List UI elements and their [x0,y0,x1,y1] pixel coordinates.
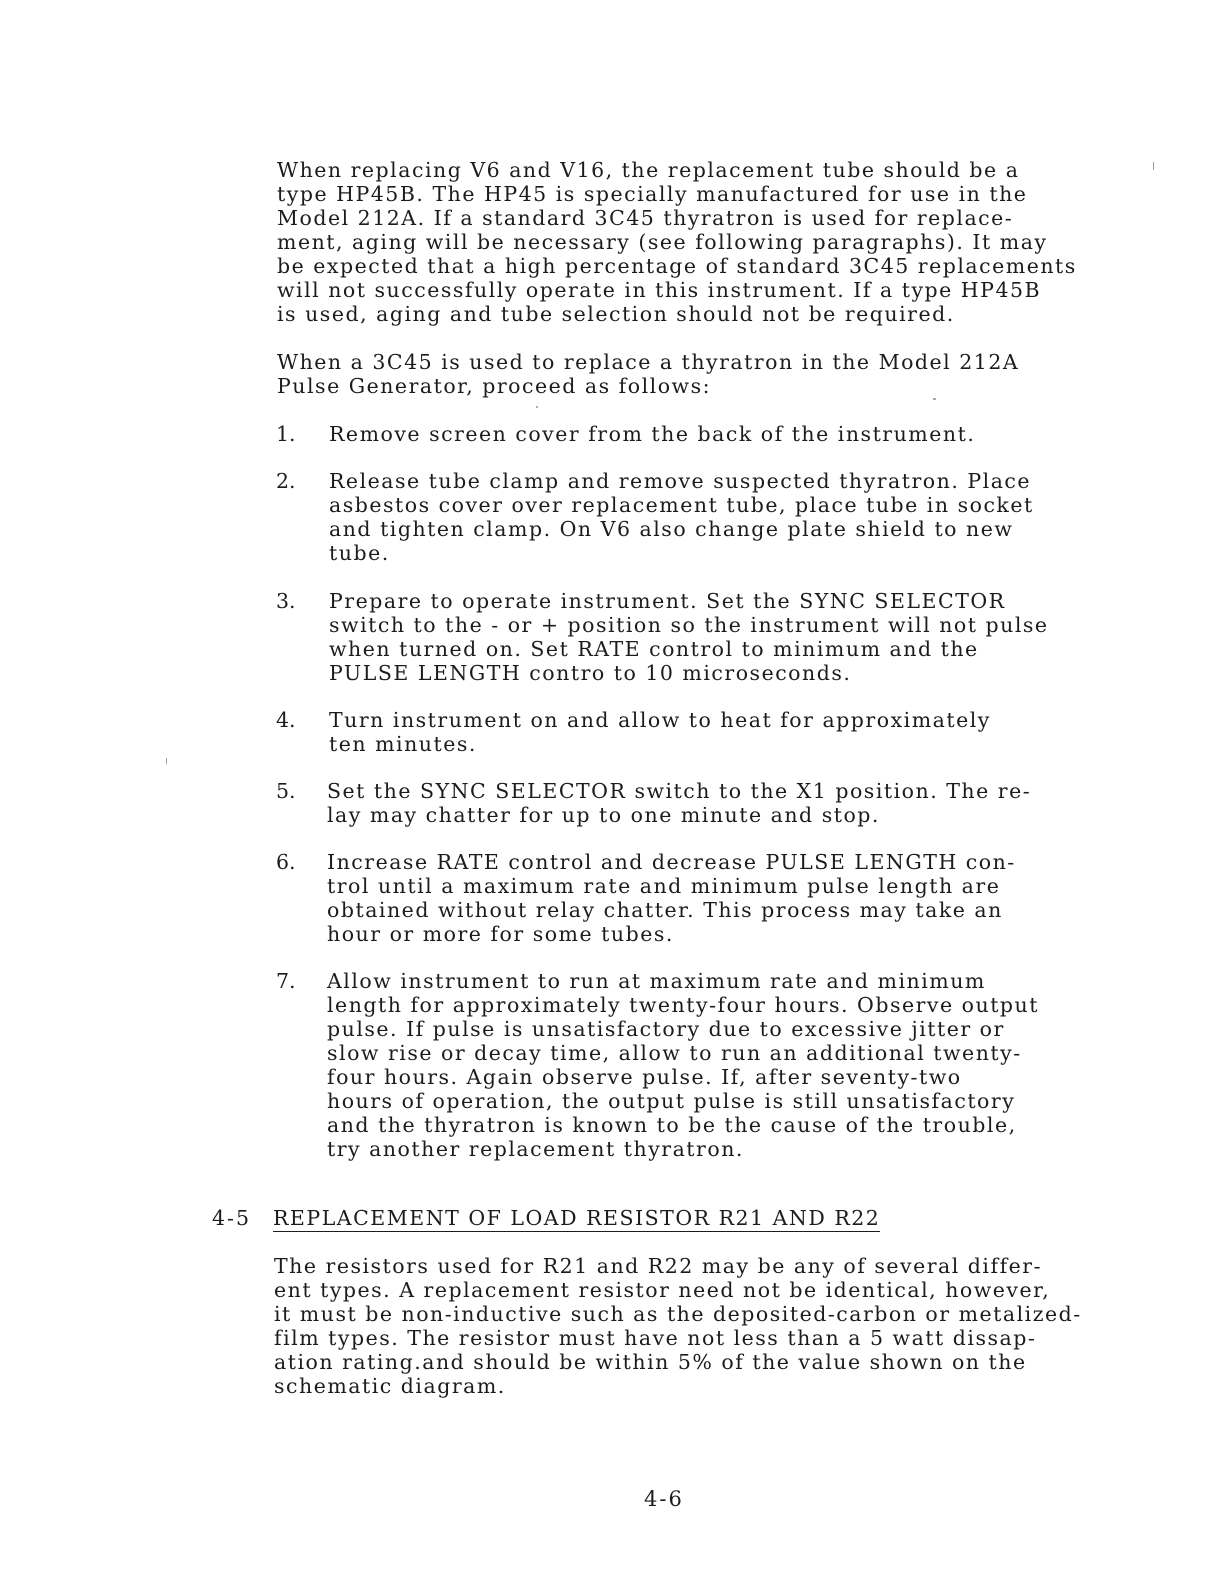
text-line: Model 212A. If a standard 3C45 thyratron is used for replace- [277,206,1014,230]
text-line: type HP45B. The HP45 is specially manufactured for use in the [277,182,1028,206]
scan-speck [933,398,936,400]
text-line: Pulse Generator, proceed as follows: [277,374,712,398]
text-line: hours of operation, the output pulse is still unsatisfactory [327,1089,1016,1113]
text-line: ten minutes. [329,732,477,756]
text-line: Turn instrument on and allow to heat for approximately [329,708,991,732]
text-line: Allow instrument to run at maximum rate and minimum [327,969,986,993]
section-title: REPLACEMENT OF LOAD RESISTOR R21 AND R22 [273,1206,881,1230]
text-line: Set the SYNC SELECTOR switch to the X1 position. The re- [327,779,1032,803]
text-line: trol until a maximum rate and minimum pulse length are [327,874,1001,898]
step-number: 6. [276,850,296,874]
text-line: ent types. A replacement resistor need not be identical, however, [274,1278,1051,1302]
text-line: ation rating.and should be within 5% of the value shown on the [274,1350,1027,1374]
text-line: The resistors used for R21 and R22 may be any of several differ- [274,1254,1043,1278]
text-line: When a 3C45 is used to replace a thyratron in the Model 212A [277,350,1020,374]
text-line: Release tube clamp and remove suspected thyratron. Place [329,469,1032,493]
text-line: and tighten clamp. On V6 also change plate shield to new [329,517,1014,541]
text-line: be expected that a high percentage of standard 3C45 replacements [277,254,1077,278]
scan-speck [1153,162,1154,170]
text-line: length for approximately twenty-four hours. Observe output [327,993,1039,1017]
text-line: obtained without relay chatter. This process may take an [327,898,1003,922]
scan-speck [536,406,538,408]
text-line: Remove screen cover from the back of the instrument. [329,422,976,446]
step-number: 3. [276,589,296,613]
text-line: pulse. If pulse is unsatisfactory due to excessive jitter or [327,1017,1005,1041]
text-line: it must be non-inductive such as the deposited-carbon or metalized- [274,1302,1082,1326]
step-number: 1. [276,422,296,446]
scan-speck [166,758,167,764]
text-line: PULSE LENGTH contro to 10 microseconds. [329,661,852,685]
text-line: hour or more for some tubes. [327,922,674,946]
step-number: 4. [276,708,296,732]
text-line: switch to the - or + position so the instrument will not pulse [329,613,1049,637]
text-line: Prepare to operate instrument. Set the SYNC SELECTOR [329,589,1006,613]
text-line: schematic diagram. [274,1374,506,1398]
text-line: four hours. Again observe pulse. If, after seventy-two [327,1065,962,1089]
text-line: slow rise or decay time, allow to run an additional twenty- [327,1041,1022,1065]
text-line: ment, aging will be necessary (see following paragraphs). It may [277,230,1048,254]
text-line: tube. [329,541,390,565]
text-line: film types. The resistor must have not less than a 5 watt dissap- [274,1326,1037,1350]
step-number: 5. [276,779,296,803]
text-line: When replacing V6 and V16, the replacement tube should be a [277,158,1020,182]
section-number: 4-5 [212,1206,252,1230]
text-line: Increase RATE control and decrease PULSE LENGTH con- [327,850,1016,874]
text-line: is used, aging and tube selection should not be required. [277,302,955,326]
page-number: 4-6 [644,1487,684,1511]
text-line: and the thyratron is known to be the cause of the trouble, [327,1113,1017,1137]
text-line: will not successfully operate in this instrument. If a type HP45B [277,278,1042,302]
step-number: 2. [276,469,296,493]
text-line: asbestos cover over replacement tube, place tube in socket [329,493,1034,517]
step-number: 7. [276,969,296,993]
text-line: when turned on. Set RATE control to minimum and the [329,637,979,661]
text-line: try another replacement thyratron. [327,1137,744,1161]
text-line: lay may chatter for up to one minute and stop. [327,803,880,827]
